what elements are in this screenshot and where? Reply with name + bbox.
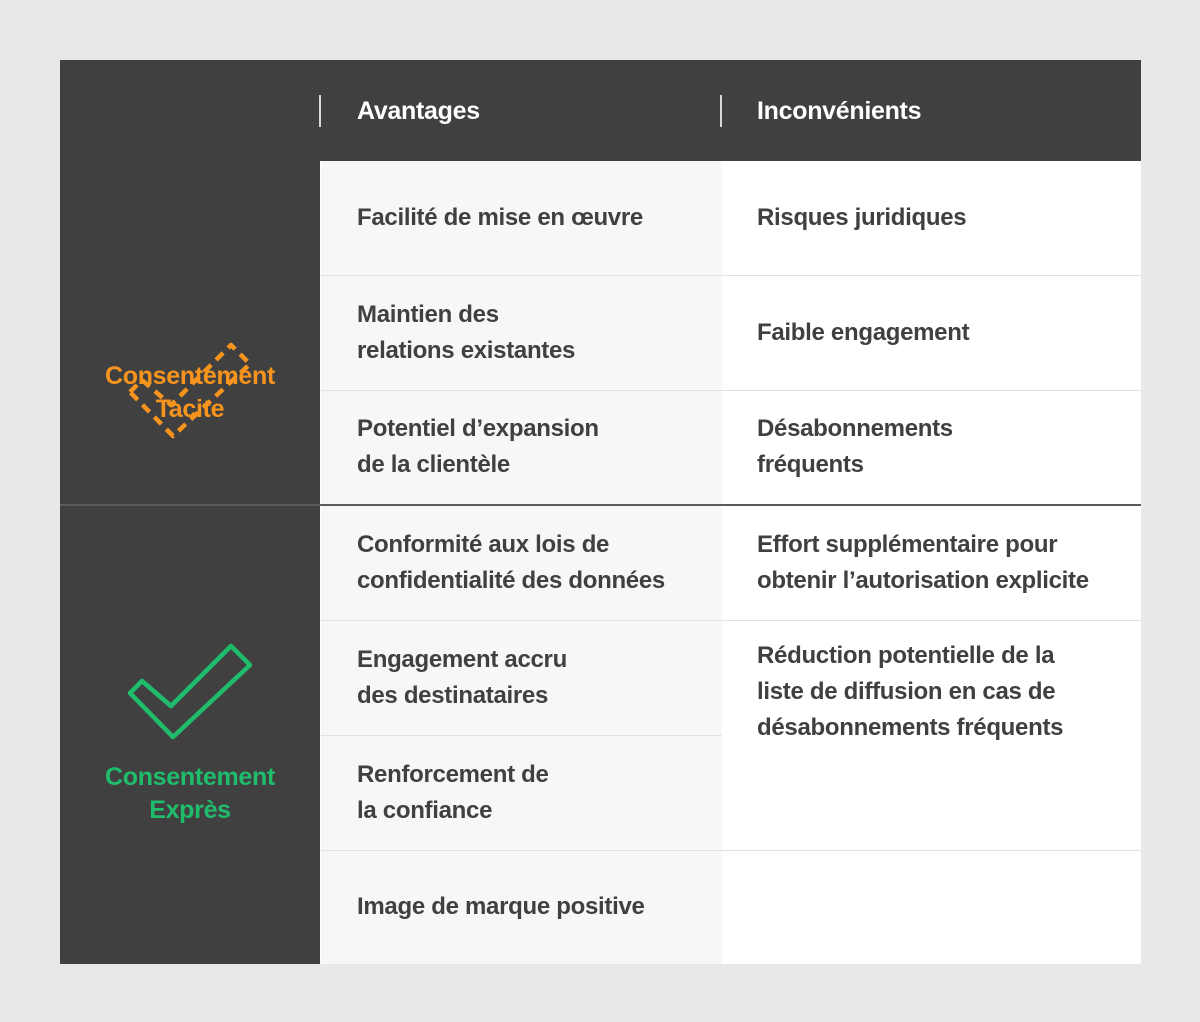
group-tacite-label-cell xyxy=(60,161,320,504)
row-divider xyxy=(321,850,1141,851)
header-divider xyxy=(720,95,722,127)
row-divider xyxy=(321,620,1141,621)
disadvantage-cell: Risques juridiques xyxy=(757,204,967,231)
group-title: Consentement Tacite xyxy=(104,362,276,423)
check-icon xyxy=(124,640,256,740)
header-disadvantages: Inconvénients xyxy=(757,97,922,125)
row-divider xyxy=(321,390,1141,391)
advantage-cell: Engagement accru des destinataires xyxy=(357,645,567,709)
advantage-cell: Maintien des relations existantes xyxy=(357,300,576,364)
header-divider xyxy=(319,95,321,127)
table-header xyxy=(60,60,1141,161)
comparison-table xyxy=(60,60,1141,964)
disadvantage-cell: Réduction potentielle de la liste de diffusion en cas de désabonnements fréquents xyxy=(757,642,1064,741)
disadvantage-cell: Désabonnements fréquents xyxy=(757,415,953,478)
advantage-cell: Image de marque positive xyxy=(357,893,645,920)
header-advantages: Avantages xyxy=(357,97,480,125)
group-expres-label-cell xyxy=(60,506,320,964)
group-title: Consentement Exprès xyxy=(104,763,276,824)
disadvantage-cell: Faible engagement xyxy=(757,318,970,346)
advantage-cell: Conformité aux lois de confidentialité des données xyxy=(357,531,665,594)
row-divider xyxy=(321,735,722,736)
advantage-cell: Facilité de mise en œuvre xyxy=(357,204,643,231)
row-divider xyxy=(321,275,1141,276)
disadvantage-cell: Effort supplémentaire pour obtenir l’autorisation explicite xyxy=(757,531,1089,594)
advantage-cell: Potentiel d’expansion de la clientèle xyxy=(357,415,599,478)
advantage-cell: Renforcement de la confiance xyxy=(357,760,549,824)
